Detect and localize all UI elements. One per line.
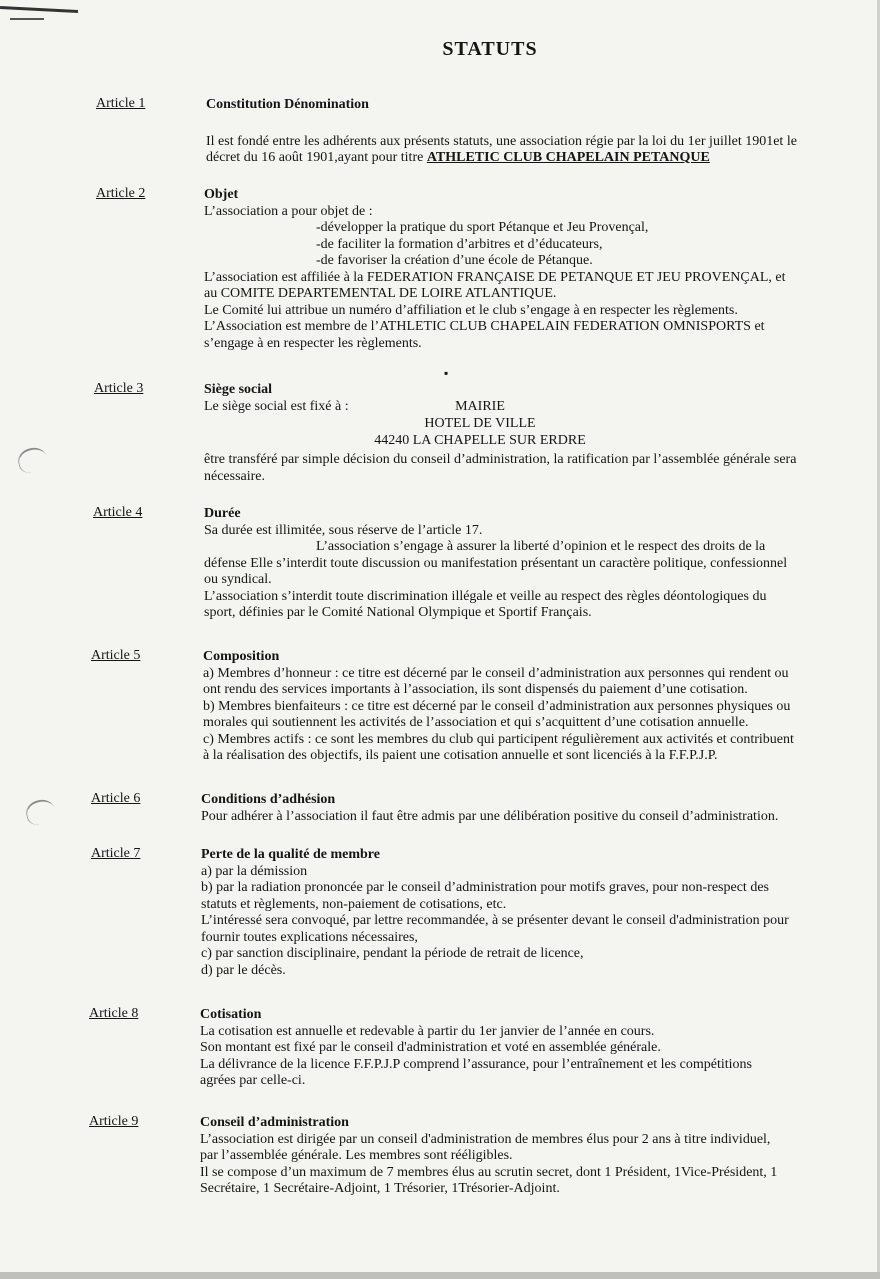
goal-item: -développer la pratique du sport Pétanque et Jeu Provençal, [316,220,649,235]
text-line: s’engage à en respecter les règlements. [204,335,422,351]
text-line: Il se compose d’un maximum de 7 membres élus au scrutin secret, dont 1 Président, 1Vice-Président, 1 [200,1164,778,1180]
text-line: sport, définies par le Comité National Olympique et Sportif Français. [204,605,592,620]
text-line: à la réalisation des objectifs, ils paient une cotisation annuelle et sont licenciés à la F.F.P.J.P. [203,748,718,763]
article-heading: Constitution Dénomination [206,97,369,112]
text-line: a) Membres d’honneur : ce titre est décerné par le conseil d’administration aux personnes qui rendent ou [203,665,789,681]
text-line: L’association s’engage à assurer la liberté d’opinion et le respect des droits de la [316,539,766,554]
text-line: Le Comité lui attribue un numéro d’affiliation et le club s’engage à en respecter les règlements. [204,302,738,318]
text-line: a) par la démission [201,863,308,879]
text-line: L’association a pour objet de : [204,203,373,219]
article-label: Article 2 [96,186,146,201]
article-8-body [200,1007,752,1090]
text-line: fournir toutes explications nécessaires, [201,929,418,945]
article-3-tail [204,452,796,485]
text-line: b) par la radiation prononcée par le conseil d’administration pour motifs graves, pour non-respect des [201,880,769,895]
text-line: L’association s’interdit toute discrimination illégale et veille au respect des règles déontologiques du [204,588,767,604]
address-line: MAIRIE [455,399,505,414]
stray-mark: ▪ [444,366,449,380]
text-line: L’association est affiliée à la FEDERATION FRANÇAISE DE PETANQUE ET JEU PROVENÇAL, et [204,269,786,285]
article-heading: Conditions d’adhésion [201,792,336,807]
article-heading: Siège social [204,382,273,397]
article-label: Article 3 [94,381,144,396]
article-label: Article 7 [91,846,141,861]
text-line: morales qui soutiennent les activités de l’association et qui s’acquittent d’une cotisation annuelle. [203,715,749,730]
address-line: HOTEL DE VILLE [424,416,536,431]
text-line: décret du 16 août 1901,ayant pour titre [206,150,424,165]
article-6-body [201,792,778,825]
article-heading: Composition [203,649,280,664]
article-4-body [204,506,787,622]
goal-item: -de favoriser la création d’une école de Pétanque. [316,253,593,268]
scan-mark [0,6,78,13]
text-line: Sa durée est illimitée, sous réserve de l’article 17. [204,522,483,538]
punch-hole-icon [15,445,49,476]
article-heading: Objet [204,187,239,202]
text-line: ou syndical. [204,572,272,587]
article-label: Article 1 [96,96,146,111]
text-line: être transféré par simple décision du conseil d’administration, la ratification par l’assemblée générale sera [204,452,797,467]
article-label: Article 8 [89,1006,139,1021]
text-line: Le siège social est fixé à : [204,398,349,414]
article-heading: Durée [204,506,241,521]
punch-hole-icon [23,797,57,828]
article-heading: Conseil d’administration [200,1115,349,1130]
text-line: La délivrance de la licence F.F.P.J.P comprend l’assurance, pour l’entraînement et les compétitions [200,1056,753,1072]
article-label: Article 6 [91,791,141,806]
text-line: par l’assemblée générale. Les membres sont rééligibles. [200,1148,513,1163]
text-line: c) par sanction disciplinaire, pendant la période de retrait de licence, [201,946,584,961]
text-line: L’association est dirigée par un conseil d'administration de membres élus pour 2 ans à titre individuel, [200,1131,771,1147]
text-line: La cotisation est annuelle et redevable à partir du 1er janvier de l’année en cours. [200,1023,655,1039]
club-name: ATHLETIC CLUB CHAPELAIN PETANQUE [426,150,710,165]
scan-mark [10,18,44,20]
text-line: Son montant est fixé par le conseil d'administration et voté en assemblée générale. [200,1040,661,1055]
text-line: statuts et règlements, non-paiement de cotisations, etc. [201,896,507,912]
text-line: ont rendu des services importants à l’association, ils sont dispensés du paiement d’une cotisation. [203,682,748,697]
article-label: Article 5 [91,648,141,663]
text-line: défense Elle s’interdit toute discussion ou manifestation présentant un caractère politique, confessionnel [204,555,788,571]
text-line: Pour adhérer à l’association il faut être admis par une délibération positive du conseil d’administration. [201,808,779,824]
text-line: au COMITE DEPARTEMENTAL DE LOIRE ATLANTIQUE. [204,286,557,301]
article-label: Article 4 [93,505,143,520]
text-line: nécessaire. [204,468,266,484]
article-7-body [201,847,789,979]
text-line: L’Association est membre de l’ATHLETIC CLUB CHAPELAIN FEDERATION OMNISPORTS et [204,319,765,334]
text-line: b) Membres bienfaiteurs : ce titre est décerné par le conseil d’administration aux personnes physiques ou [203,698,791,714]
page-title: STATUTS [442,38,538,60]
article-1-body [206,97,797,167]
address-line: 44240 LA CHAPELLE SUR ERDRE [374,433,586,448]
article-label: Article 9 [89,1114,139,1129]
article-3-body [204,382,349,415]
article-2-body [204,187,786,352]
page-edge [0,1272,880,1279]
text-line: Secrétaire, 1 Secrétaire-Adjoint, 1 Trésorier, 1Trésorier-Adjoint. [200,1181,560,1196]
article-5-body [203,649,794,765]
text-line: agrées par celle-ci. [200,1073,306,1088]
text-line: L’intéressé sera convoqué, par lettre recommandée, à se présenter devant le conseil d'administration pour [201,913,789,928]
article-heading: Cotisation [200,1007,262,1022]
article-9-body [200,1115,777,1198]
text-line: c) Membres actifs : ce sont les membres du club qui participent régulièrement aux activités et contribuent [203,731,794,747]
text-line: d) par le décès. [201,962,286,978]
goal-item: -de faciliter la formation d’arbitres et d’éducateurs, [316,236,603,252]
article-heading: Perte de la qualité de membre [201,847,380,862]
text-line: Il est fondé entre les adhérents aux présents statuts, une association régie par la loi du 1er juillet 1901et le [206,133,797,149]
